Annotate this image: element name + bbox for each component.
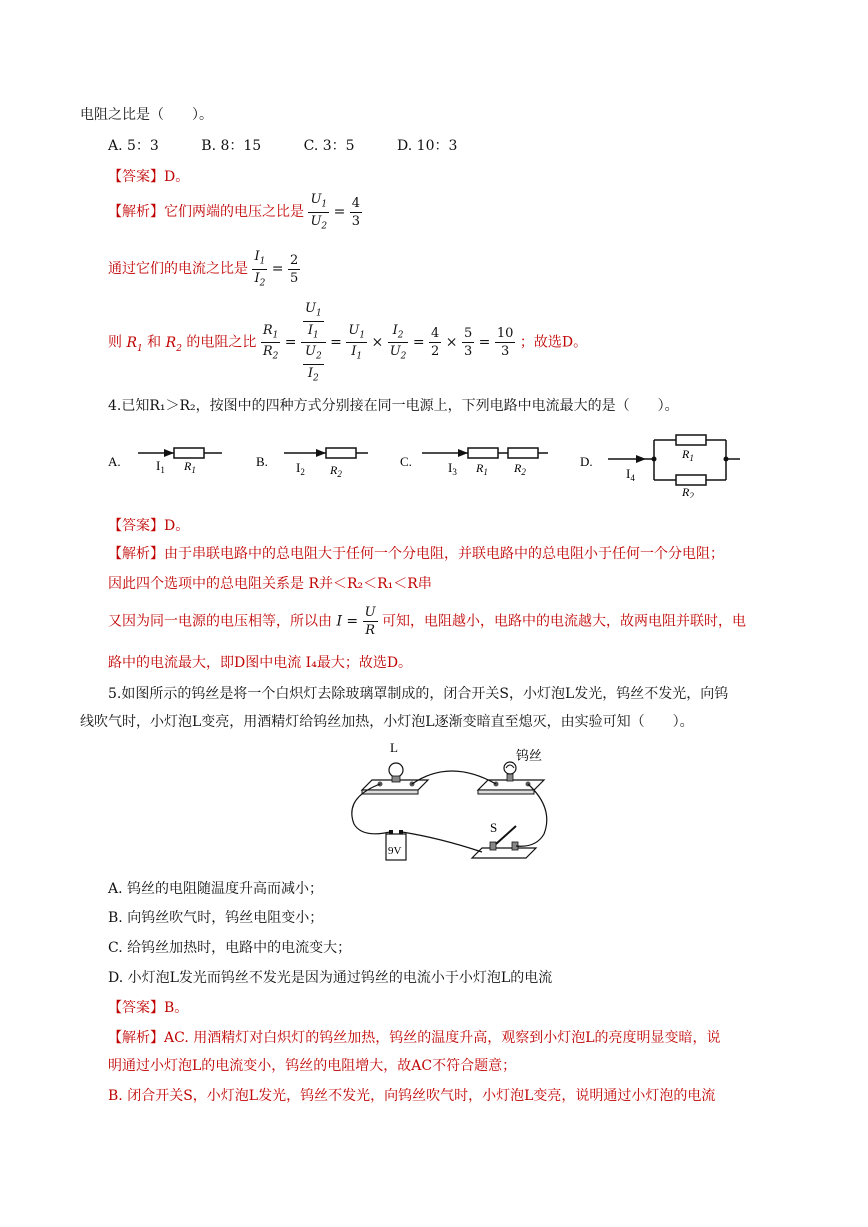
- q3-analysis-line3: 则 $R_1$ 和 $R_2$ 的电阻之比 $\frac{R_1}{R_2}$ = $\frac{\frac{U_1}{I_1}}{\frac{U_2}{I_2}}$ = $\frac{U_1}{I_1}$ × $\frac{I_2}{U_2}$ = $\frac{4}{2}$ × $\frac{5}{3}$ = $\frac{10}{3}$ ；故选D。: [108, 301, 588, 384]
- svg-text:I3: $I_3$: [448, 460, 457, 477]
- q3-option-c: C. 3：5: [303, 138, 355, 154]
- fig-label-tungsten: 钨丝: [516, 748, 543, 763]
- q4-circuit-diagrams: [100, 428, 780, 498]
- svg-text:R1: $R_1$: [476, 461, 488, 477]
- q5-stem-line1: 5.如图所示的钨丝是将一个白炽灯去除玻璃罩制成的，闭合开关S，小灯泡L发光，钨丝不发光，向钨: [108, 686, 729, 702]
- svg-text:I2: $I_2$: [296, 460, 305, 477]
- q5-option-a: A. 钨丝的电阻随温度升高而减小；: [108, 881, 324, 897]
- resistor-r2-c: [508, 448, 538, 458]
- svg-text:I4: $I_4$: [626, 466, 635, 483]
- q5-analysis-line3: B. 闭合开关S，小灯泡L发光，钨丝不发光，向钨丝吹气时，小灯泡L变亮，说明通过小灯泡的电流: [108, 1088, 716, 1104]
- q3-option-d: D. 10：3: [397, 138, 458, 154]
- q5-experiment-figure: [340, 738, 560, 868]
- q4-label-c: C.: [400, 454, 412, 469]
- fig-label-s: S: [490, 820, 498, 835]
- q3-stem-tail: 电阻之比是（ ）。: [80, 107, 213, 123]
- q4-analysis-line4: 路中的电流最大，即D图中电流 I₄最大；故选D。: [108, 655, 413, 671]
- switch-knife-icon: [496, 826, 516, 844]
- fig-label-battery: 9V: [388, 845, 402, 857]
- q4-label-b: B.: [256, 454, 268, 469]
- q3-voltage-ratio-formula: $\frac{U_1}{U_2}$: [310, 192, 328, 232]
- q3-analysis-line2: 通过它们的电流之比是 $\frac{I_1}{I_2}$ = $\frac{2}{5}$: [108, 249, 299, 289]
- q5-option-d: D. 小灯泡L发光而钨丝不发光是因为通过钨丝的电流小于小灯泡L的电流: [108, 970, 553, 986]
- q5-analysis-line1: [108, 1027, 721, 1047]
- q3-option-b: B. 8：15: [201, 138, 262, 154]
- q4-analysis-line3: 又因为同一电源的电压相等，所以由 I = $\frac{U}{R}$ 可知，电阻越小，电路中的电流越大，故两电阻并联时，电: [108, 605, 747, 638]
- q3-analysis-text3-suffix: ；故选D。: [519, 334, 588, 351]
- q4-answer: 【答案】D。: [108, 518, 190, 534]
- resistor-r2-d: [676, 475, 706, 485]
- resistor-r1-a: [174, 448, 204, 458]
- q5-analysis-text1: AC. 用酒精灯对白炽灯的钨丝加热，钨丝的温度升高，观察到小灯泡L的亮度明显变暗，说: [164, 1030, 721, 1046]
- q3-answer: 【答案】D。: [108, 169, 190, 185]
- q3-analysis-text1: 它们两端的电压之比是: [164, 204, 304, 221]
- q4-label-a: A.: [108, 454, 121, 469]
- q3-options: [108, 135, 495, 155]
- q3-current-ratio-formula: $\frac{I_1}{I_2}$: [254, 249, 266, 289]
- q5-answer: 【答案】B。: [108, 1000, 189, 1016]
- tungsten-base-board: [478, 780, 544, 790]
- q3-analysis-text3-prefix: 则: [108, 334, 122, 351]
- q3-option-a: A. 5：3: [108, 138, 159, 154]
- q3-analysis-line1: 【解析】它们两端的电压之比是 $\frac{U_1}{U_2}$ = $\frac{4}{3}$: [108, 192, 361, 232]
- fig-label-l: L: [390, 740, 398, 755]
- q4-analysis-line2: 因此四个选项中的总电阻关系是 R并＜R₂＜R₁＜R串: [108, 576, 432, 592]
- resistor-r1-d: [676, 435, 706, 445]
- q5-analysis-tag: 【解析】: [108, 1030, 164, 1046]
- svg-text:R1: $R_1$: [682, 447, 694, 463]
- q5-option-b: B. 向钨丝吹气时，钨丝电阻变小；: [108, 910, 324, 926]
- lamp-bulb-icon: [389, 763, 403, 777]
- q4-analysis-text1: 由于串联电路中的总电阻大于任何一个分电阻，并联电路中的总电阻小于任何一个分电阻；: [164, 546, 724, 562]
- q3-resistance-ratio-formula: $\frac{R_1}{R_2}$ = $\frac{\frac{U_1}{I_1}}{\frac{U_2}{I_2}}$ = $\frac{U_1}{I_1}$ × $\frac{I_2}{U_2}$ = $\frac{4}{2}$ × $\frac{5}{3}$ = $\frac{10}{3}$: [262, 301, 514, 384]
- q4-analysis-tag: 【解析】: [108, 546, 164, 562]
- svg-text:I1: $I_1$: [156, 458, 165, 475]
- q3-analysis-tag: 【解析】: [108, 204, 164, 221]
- svg-text:R2: $R_2$: [514, 461, 526, 477]
- q4-analysis-text3a: 又因为同一电源的电压相等，所以由: [108, 613, 332, 630]
- resistor-r1-c: [468, 448, 498, 458]
- svg-text:R2: $R_2$: [330, 463, 342, 479]
- q4-label-d: D.: [580, 454, 593, 469]
- switch-base-board: [472, 848, 536, 858]
- q5-analysis-line2: 明通过小灯泡L的电流变小，钨丝的电阻增大，故AC不符合题意；: [108, 1058, 517, 1074]
- tungsten-wire-icon: [504, 762, 516, 774]
- q5-stem-line2: 线吹气时，小灯泡L变亮，用酒精灯给钨丝加热，小灯泡L逐渐变暗直至熄灭，由实验可知（ ）。: [80, 714, 694, 730]
- q4-ohm-formula: $\frac{U}{R}$: [364, 605, 376, 638]
- q4-analysis-line1: [108, 543, 724, 563]
- q4-analysis-text3b: 可知，电阻越小，电路中的电流越大，故两电阻并联时，电: [382, 613, 747, 630]
- q3-analysis-text2: 通过它们的电流之比是: [108, 261, 248, 278]
- resistor-r2-b: [326, 448, 356, 458]
- svg-text:R1: $R_1$: [184, 459, 196, 475]
- svg-text:R2: $R_2$: [682, 485, 694, 498]
- q4-stem: 4.已知R₁＞R₂，按图中的四种方式分别接在同一电源上，下列电路中电流最大的是（ ）。: [108, 398, 679, 414]
- q5-option-c: C. 给钨丝加热时，电路中的电流变大；: [108, 940, 352, 956]
